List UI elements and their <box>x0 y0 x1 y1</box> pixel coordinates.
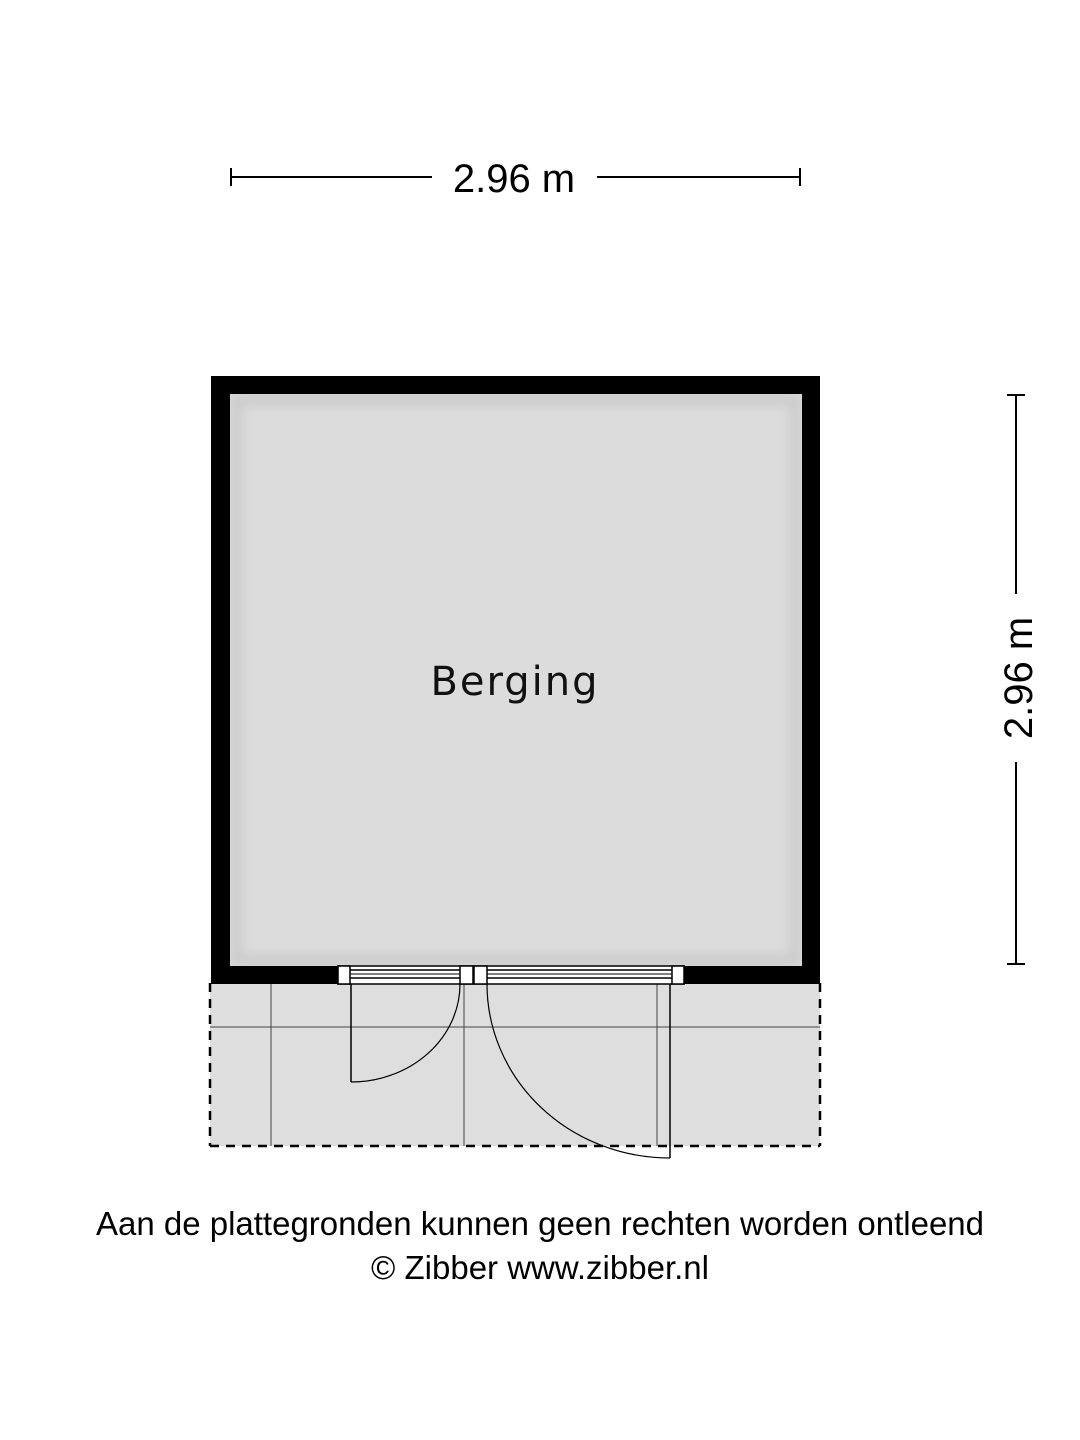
room-berging <box>230 394 802 966</box>
copyright-text: © Zibber www.zibber.nl <box>371 1249 709 1286</box>
outdoor-area <box>210 983 820 1146</box>
room-name-label: Berging <box>430 659 600 705</box>
width-dimension <box>231 157 800 201</box>
disclaimer-text: Aan de plattegronden kunnen geen rechten worden ontleend <box>95 1205 985 1242</box>
width-dimension-label: 2.96 m <box>452 157 576 201</box>
height-dimension <box>997 395 1041 964</box>
height-dimension-label: 2.96 m <box>997 616 1041 740</box>
